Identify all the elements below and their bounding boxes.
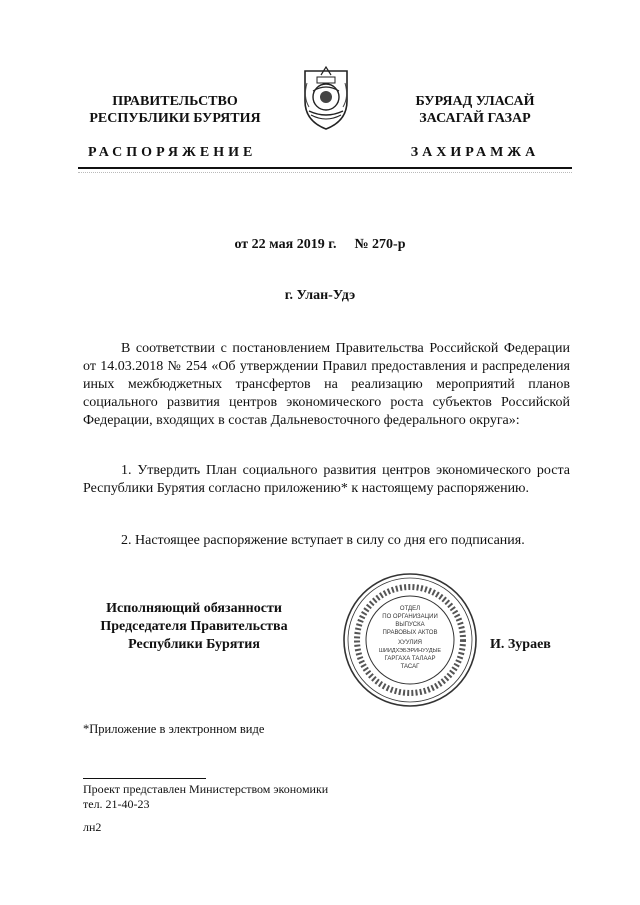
official-seal-icon [340, 570, 480, 710]
seal-line-4: ПРАВОВЫХ АКТОВ [382, 630, 438, 636]
header-right [380, 93, 570, 127]
seal-line-7: ГАРГАХА ТАЛААР [384, 656, 436, 662]
document-city: г. Улан-Удэ [284, 288, 356, 303]
signer-name: И. Зураев [490, 637, 551, 652]
signer-position [76, 600, 312, 654]
body-paragraph-3: 2. Настоящее распоряжение вступает в силу со дня его подписания. [121, 533, 525, 548]
document-number: № 270-р [354, 237, 406, 252]
seal-line-1: ОТДЕЛ [399, 606, 421, 612]
attachment-note: *Приложение в электронном виде [83, 722, 265, 736]
signer-position-line1: Исполняющий обязанности [106, 601, 282, 616]
seal-line-8: ТАСАГ [400, 664, 420, 670]
contact-phone: тел. 21-40-23 [83, 797, 150, 811]
seal-line-6: ШИИДХЭБЭРИНУУДЫЕ [378, 648, 442, 654]
header-right-line1: БУРЯАД УЛАСАЙ [415, 94, 535, 109]
header-left-line2: РЕСПУБЛИКИ БУРЯТИЯ [89, 111, 261, 126]
body-paragraph-2: 1. Утвердить План социального развития центров экономического роста Республики Бурятия согласно приложению* к настоящему распоряжению. [83, 463, 570, 496]
header-right-line2: ЗАСАГАЙ ГАЗАР [419, 111, 531, 126]
doc-type-right: ЗАХИРАМЖА [410, 145, 540, 160]
header-dotted-divider [78, 172, 572, 173]
doc-type-left: РАСПОРЯЖЕНИЕ [88, 145, 257, 160]
seal-line-3: ВЫПУСКА [395, 622, 425, 628]
footer-divider [83, 778, 206, 779]
coat-of-arms-icon [297, 63, 355, 133]
document-code: лн2 [83, 820, 102, 834]
header-left [80, 93, 270, 127]
header-divider [78, 167, 572, 169]
document-date: от 22 мая 2019 г. [234, 237, 337, 252]
signer-position-line2: Председателя Правительства [100, 619, 288, 634]
body-paragraph-1: В соответствии с постановлением Правительства Российской Федерации от 14.03.2018 № 254 «Об утверждении Правил предоставления и распределения иных межбюджетных трансфертов на реализацию мероприятий планов социального развития центров экономического роста субъектов Российской Федерации, входящих в состав Дальневосточного федерального округа»: [83, 341, 570, 428]
date-number-line [0, 237, 640, 253]
signer-position-line3: Республики Бурятия [128, 637, 260, 652]
seal-line-2: ПО ОРГАНИЗАЦИИ [382, 614, 438, 620]
prepared-by: Проект представлен Министерством экономики [83, 782, 329, 796]
seal-line-5: ХУУЛИЯ [397, 640, 423, 646]
header-left-line1: ПРАВИТЕЛЬСТВО [112, 94, 238, 109]
